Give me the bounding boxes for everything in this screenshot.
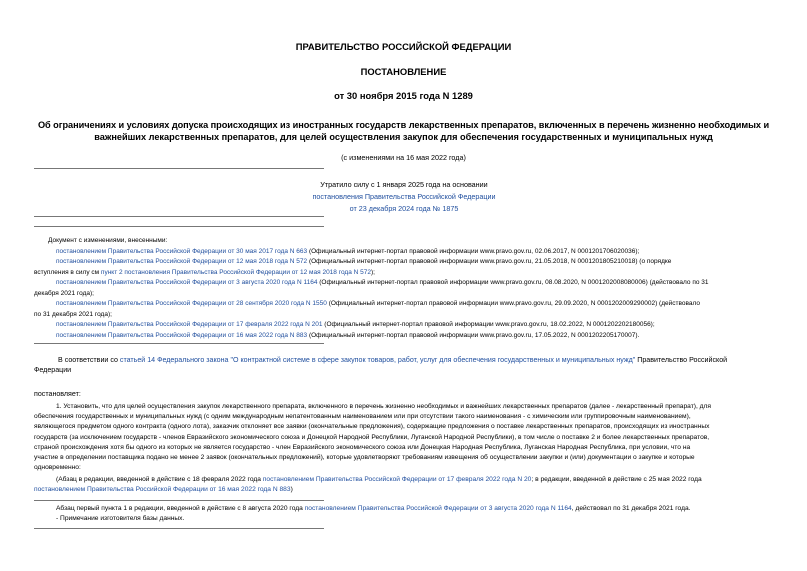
divider (34, 216, 324, 217)
preamble-paragraph: В соответствии со статьей 14 Федерального закона "О контрактной системе в сфере закупок товаров, работ, услуг для обеспечения государственных и муниципальных нужд" Правительство Российской (58, 356, 728, 364)
change-link[interactable]: постановлением Правительства Российской Федерации от 16 мая 2022 года N 883 (56, 331, 308, 339)
change-item: постановлением Правительства Российской Федерации от 28 сентября 2020 года N 1550 (Официальный интернет-портал правовой информации www.pravo.gov.ru, 29.09.2020, N 0001202009290002) (действовало (56, 300, 700, 307)
item-1 (34, 402, 774, 473)
law-link[interactable]: статьей 14 Федерального закона "О контрактной системе в сфере закупок товаров, работ, услуг для обеспечения государственных и муниципальных нужд" (119, 356, 636, 364)
change-item: постановлением Правительства Российской Федерации от 3 августа 2020 года N 1164 (Официальный интернет-портал правовой информации www.pravo.gov.ru, 08.08.2020, N 0001202008080006) (действовало по 31 (56, 279, 709, 286)
amendment-link[interactable]: постановлением Правительства Российской Федерации от 16 мая 2022 года N 883 (34, 486, 291, 493)
item-1-line: страной происхождения хотя бы одного из которых не является государство - член Евразийского экономического союза или Донецкая Народная Республика, Луганская Народная Республика, при условии, что на (34, 443, 691, 451)
item-1-line: одновременно: (34, 464, 81, 472)
change-item: постановлением Правительства Российской Федерации от 16 мая 2022 года N 883 (Официальный интернет-портал правовой информации www.pravo.gov.ru, 17.05.2022, N 0001202205170007). (56, 331, 640, 339)
item-1-line: 1. Установить, что для целей осуществления закупок лекарственного препарата, включенного в перечень жизненно необходимых и важнейших лекарственных препаратов (далее - лекарственный препарат), для (56, 403, 712, 410)
item-1-line: являющегося предметом одного контракта (одного лота), заказчик отклоняет все заявки (окончательные предложения), содержащие предложения о поставке лекарственных препаратов, происходящих из иностранных (34, 423, 710, 431)
change-item: постановлением Правительства Российской Федерации от 17 февраля 2022 года N 201 (Официальный интернет-портал правовой информации www.pravo.gov.ru, 18.02.2022, N 0001202202180056); (56, 321, 655, 328)
change-link[interactable]: постановлением Правительства Российской Федерации от 30 мая 2017 года N 663 (56, 247, 308, 255)
change-item-continuation: декабря 2021 года); (34, 289, 94, 297)
expired-notice: Утратило силу с 1 января 2025 года на основании (320, 180, 488, 189)
amendment-link[interactable]: постановлением Правительства Российской Федерации от 17 февраля 2022 года N 20 (262, 476, 532, 483)
item-1-line: участие в определении поставщика подано не менее 2 заявок (окончательных предложений), которые удовлетворяют требованиям извещения об осуществлении закупки и (или) документации о закупке и которые (34, 454, 695, 462)
divider (34, 528, 324, 529)
preamble-continuation: Федерации (34, 366, 72, 374)
amendment-note: (Абзац в редакции, введенной в действие с 18 февраля 2022 года постановлением Правительства Российской Федерации от 17 февраля 2022 года N 20; в редакции, введенной в действие с 25 мая 2022 года (56, 476, 702, 483)
change-item: постановлением Правительства Российской Федерации от 12 мая 2018 года N 572 (Официальный интернет-портал правовой информации www.pravo.gov.ru, 21.05.2018, N 0001201805210018) (о порядке (56, 258, 672, 265)
editor-note-link[interactable]: постановлением Правительства Российской Федерации от 3 августа 2020 года N 1164 (304, 505, 572, 512)
item-1-line: обеспечения государственных и муниципальных нужд (с одним международным непатентованным наименованием или при отсутствии такого наименования - с химическим или группировочным наименованием), (34, 413, 691, 421)
divider (34, 226, 324, 227)
government-heading: ПРАВИТЕЛЬСТВО РОССИЙСКОЙ ФЕДЕРАЦИИ (295, 41, 512, 52)
amendment-note-continuation: постановлением Правительства Российской Федерации от 16 мая 2022 года N 883) (34, 486, 293, 493)
change-link[interactable]: пункт 2 постановления Правительства Российской Федерации от 12 мая 2018 года N 572 (100, 268, 371, 276)
expired-link-2[interactable]: от 23 декабря 2024 года № 1875 (349, 204, 459, 213)
change-link[interactable]: постановлением Правительства Российской Федерации от 3 августа 2020 года N 1164 (56, 279, 318, 286)
document-date-number: от 30 ноября 2015 года N 1289 (334, 90, 473, 101)
change-item: постановлением Правительства Российской Федерации от 30 мая 2017 года N 663 (Официальный интернет-портал правовой информации www.pravo.gov.ru, 02.06.2017, N 0001201706020036); (56, 247, 640, 255)
divider (34, 168, 324, 169)
change-link[interactable]: постановлением Правительства Российской Федерации от 17 февраля 2022 года N 201 (56, 321, 323, 328)
editor-note: Абзац первый пункта 1 в редакции, введенной в действие с 8 августа 2020 года постановлением Правительства Российской Федерации от 3 августа 2020 года N 1164, действовал по 31 декабря 2021 года. (56, 505, 691, 512)
resolves-label: постановляет: (34, 390, 81, 398)
divider (34, 500, 324, 501)
change-item-continuation: вступления в силу см пункт 2 постановления Правительства Российской Федерации от 12 мая 2018 года N 572); (34, 268, 375, 276)
editor-note-source: - Примечание изготовителя базы данных. (56, 515, 185, 522)
change-item-continuation: по 31 декабря 2021 года); (34, 310, 112, 318)
change-link[interactable]: постановлением Правительства Российской Федерации от 12 мая 2018 года N 572 (56, 258, 308, 265)
item-1-line: государств (за исключением государств - членов Евразийского экономического союза и Донецкой Народной Республики, Луганской Народной Республики), в том числе о поставке 2 и более лекарственных препаратов, (34, 433, 710, 441)
expired-link-1[interactable]: постановления Правительства Российской Федерации (312, 192, 496, 201)
amended-note: (с изменениями на 16 мая 2022 года) (341, 153, 466, 162)
divider (34, 343, 324, 344)
changes-intro: Документ с изменениями, внесенными: (48, 237, 168, 244)
document-title-line2: важнейших лекарственных препаратов, для целей осуществления закупок для обеспечения государственных и муниципальных нужд (94, 132, 713, 142)
document-title-line1: Об ограничениях и условиях допуска происходящих из иностранных государств лекарственных препаратов, включенных в перечень жизненно необходимых и (37, 120, 770, 130)
document-type: ПОСТАНОВЛЕНИЕ (360, 66, 447, 77)
change-link[interactable]: постановлением Правительства Российской Федерации от 28 сентября 2020 года N 1550 (56, 300, 327, 307)
